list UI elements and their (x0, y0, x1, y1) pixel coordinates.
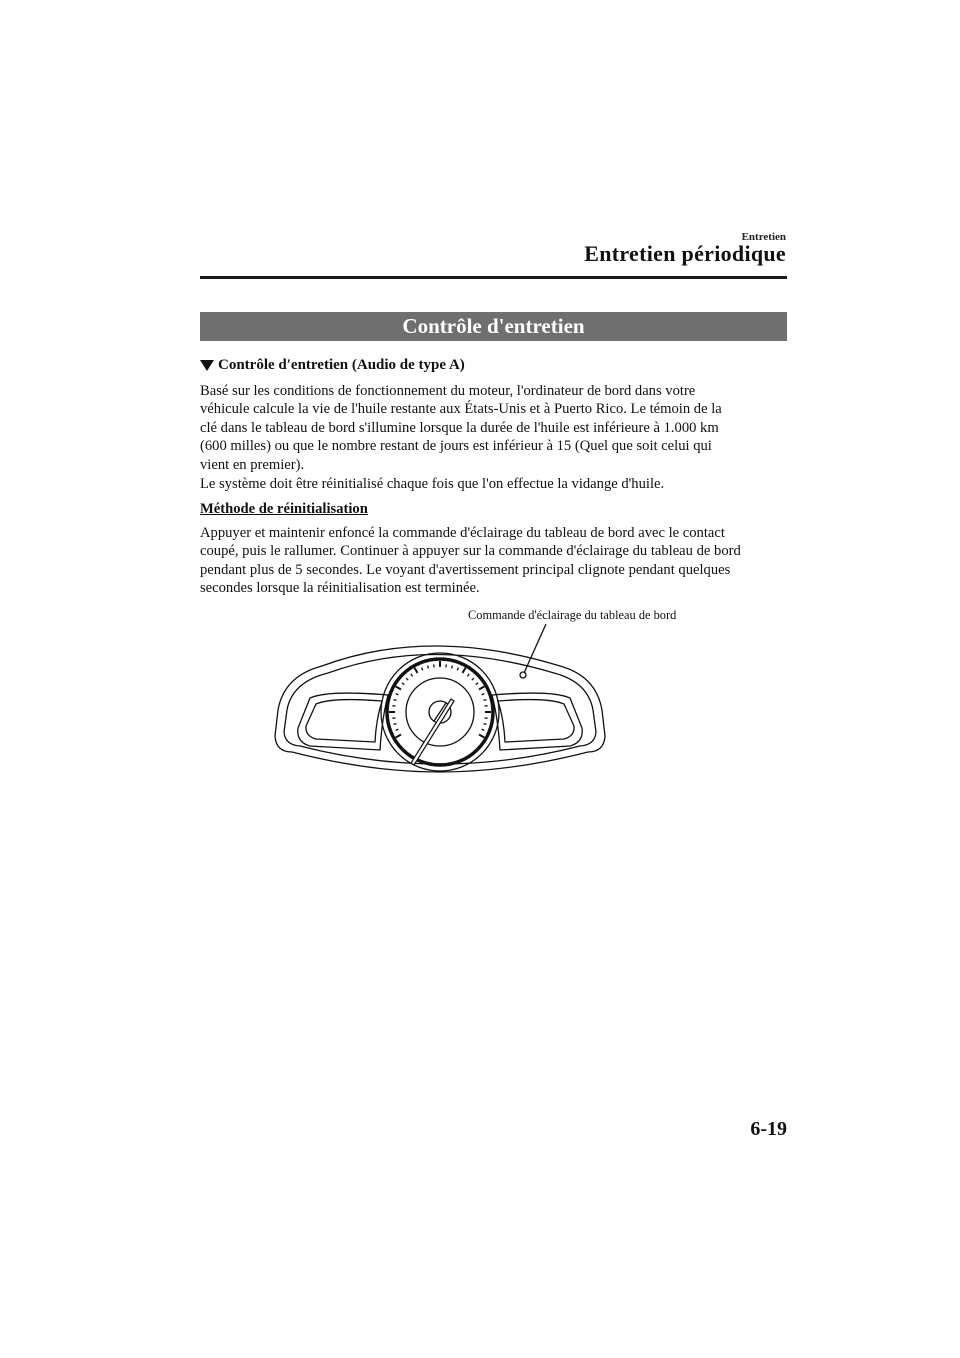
paragraph-line: (600 milles) ou que le nombre restant de jours est inférieur à 15 (Quel que soit celui qui (200, 438, 712, 455)
gauge-tick (484, 724, 487, 725)
subsection-heading (200, 357, 465, 374)
gauge-tick (463, 668, 466, 673)
gauge-tick (484, 700, 487, 701)
gauge-tick (428, 666, 429, 669)
gauge-tick (479, 687, 484, 690)
paragraph-line: pendant plus de 5 secondes. Le voyant d'avertissement principal clignote pendant quelques (200, 561, 731, 578)
page-number: 6-19 (750, 1118, 787, 1140)
gauge-tick (457, 668, 458, 671)
paragraph-line: Basé sur les conditions de fonctionnement du moteur, l'ordinateur de bord dans votre (200, 383, 696, 399)
paragraph-line: véhicule calcule la vie de l'huile restante aux États-Unis et à Puerto Rico. Le témoin de la (200, 401, 722, 418)
gauge-tick (467, 674, 469, 676)
gauge-tick (396, 694, 399, 695)
gauge-needle (411, 699, 454, 765)
gauge-tick (396, 687, 401, 690)
method-heading: Méthode de réinitialisation (200, 501, 368, 517)
gauge-tick (394, 724, 397, 725)
gauge-tick (482, 729, 485, 730)
paragraph-reset-procedure (200, 524, 790, 598)
paragraph-line: clé dans le tableau de bord s'illumine lorsque la durée de l'huile est inférieure à 1.000 km (200, 419, 719, 436)
subsection-heading-text: Contrôle d'entretien (Audio de type A) (218, 357, 465, 373)
gauge-tick (402, 683, 404, 685)
instrument-cluster-illustration (270, 600, 610, 780)
right-display-inner (498, 700, 574, 742)
paragraph-line: Appuyer et maintenir enfoncé la commande d'éclairage du tableau de bord avec le contact (200, 525, 725, 541)
figure-callout-label: Commande d'éclairage du tableau de bord (468, 608, 677, 622)
triangle-down-icon (200, 360, 214, 371)
gauge-tick (406, 678, 408, 680)
gauge-tick (476, 683, 478, 685)
paragraph-line: vient en premier). (200, 456, 305, 473)
left-display-inner (306, 700, 382, 742)
gauge-tick (482, 694, 485, 695)
gauge-tick (411, 674, 413, 676)
gauge-tick (479, 735, 484, 738)
paragraph-oil-life (200, 382, 790, 474)
gauge-tick (394, 700, 397, 701)
paragraph-line: coupé, puis le rallumer. Continuer à appuyer sur la commande d'éclairage du tableau de bord (200, 543, 741, 560)
gauge-tick (415, 668, 418, 673)
gauge-tick (472, 678, 474, 680)
running-header-section: Entretien (741, 231, 786, 243)
section-banner: Contrôle d'entretien (200, 312, 787, 341)
header-divider (200, 276, 787, 279)
running-header-title: Entretien périodique (584, 241, 786, 266)
gauge-tick (422, 668, 423, 671)
paragraph-line: Le système doit être réinitialisé chaque fois que l'on effectue la vidange d'huile. (200, 476, 665, 492)
paragraph-line: secondes lorsque la réinitialisation est terminée. (200, 580, 480, 597)
gauge-tick (396, 729, 399, 730)
dimmer-switch-marker (520, 672, 526, 678)
gauge-tick (396, 735, 401, 738)
paragraph-reset-note (200, 475, 790, 493)
gauge-tick (452, 666, 453, 669)
